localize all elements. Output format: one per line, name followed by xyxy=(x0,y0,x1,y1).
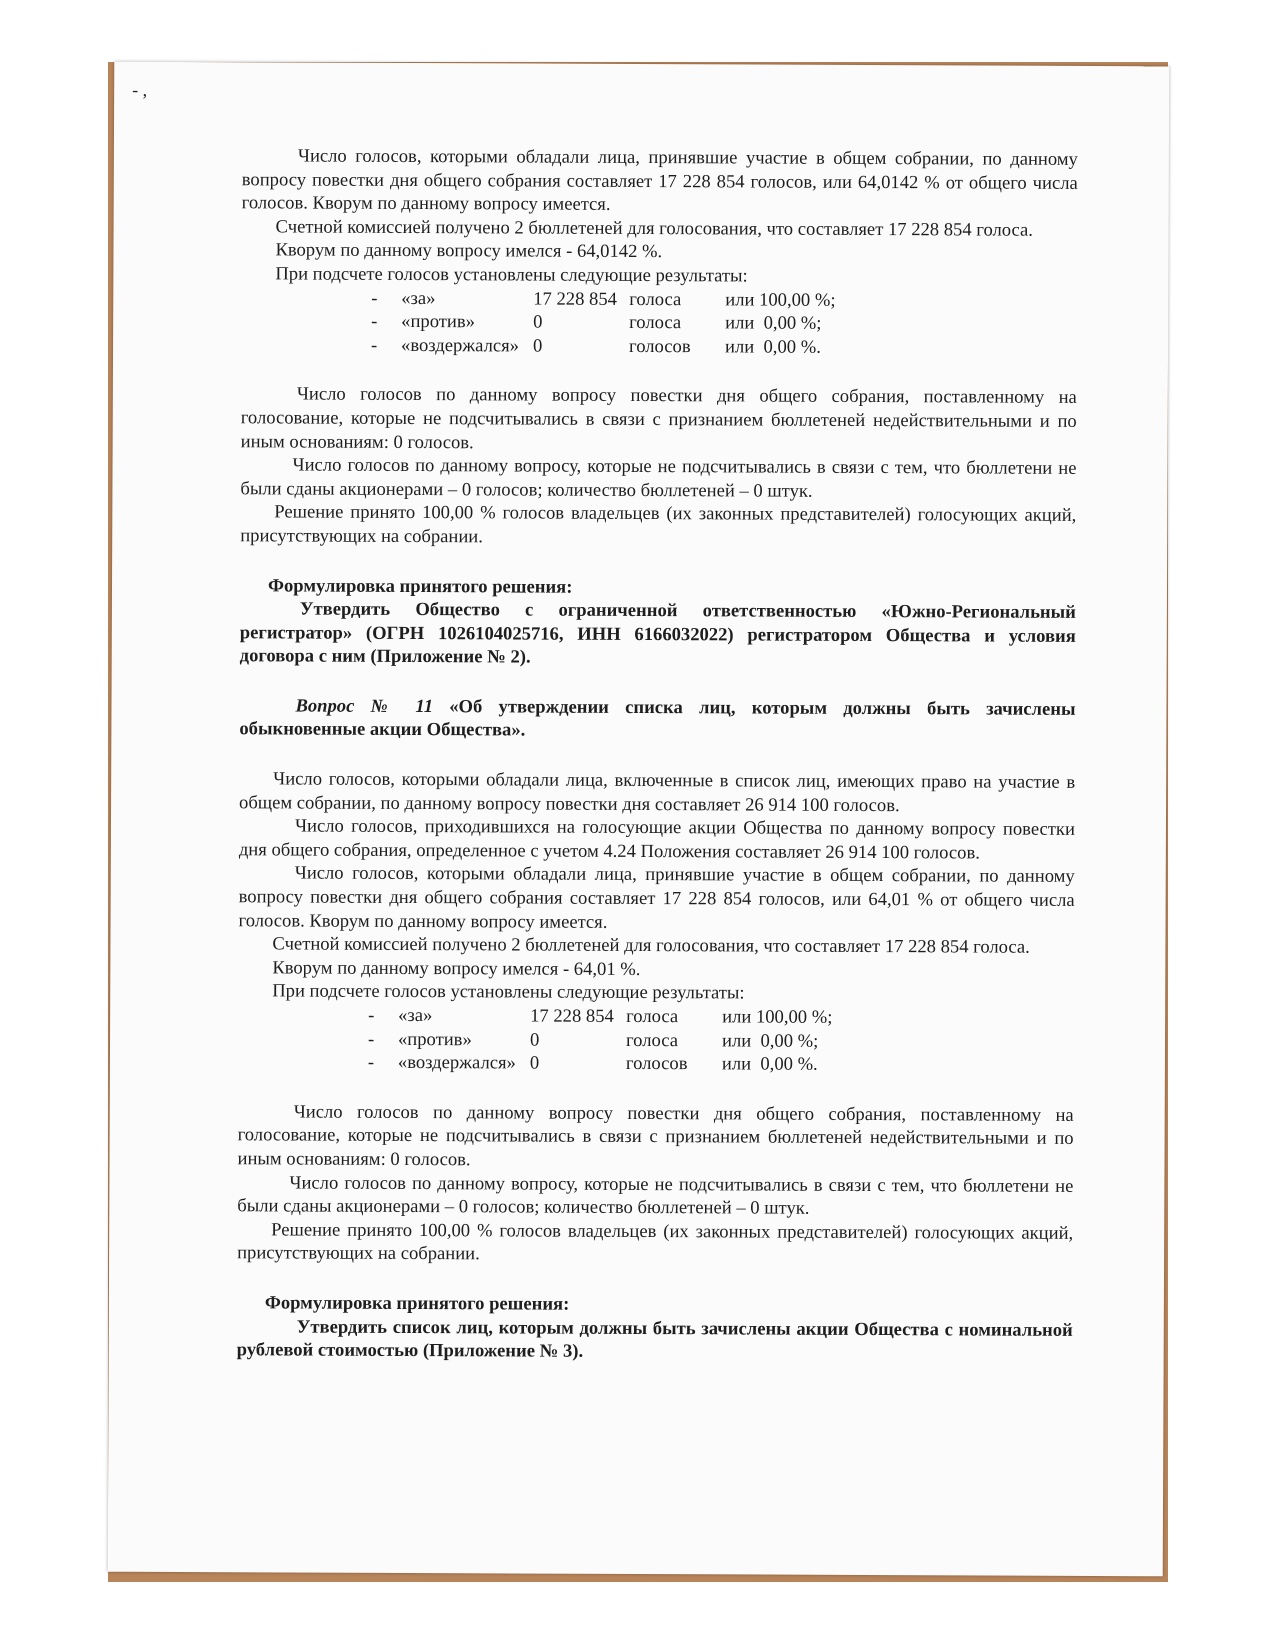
q10-invalid-paragraph: Число голосов по данному вопросу повестки дня общего собрания, поставленному на голосование, которые не подсчитывались в связи с признанием бюллетеней недействительными и по иным основаниям: 0 голосов. xyxy=(240,383,1077,453)
q10-decision-text: Утвердить Общество с ограниченной ответственностью «Южно-Региональный регистратор» (ОГРН 1026104025716, ИНН 6166032022) регистратором Общества и условия договора с ним (Приложение № 2). xyxy=(239,598,1076,668)
q11-question-heading xyxy=(239,694,1075,745)
q10-result-for: - «за» 17 228 854 голоса или 100,00 %; xyxy=(371,287,836,311)
q11-question-label: Вопрос № 11 xyxy=(295,695,434,717)
q11-ballots-paragraph: Счетной комиссией получено 2 бюллетеней для голосования, что составляет 17 228 854 голоса. xyxy=(272,933,1030,958)
q11-results-list xyxy=(238,1003,1074,1077)
q11-decision-heading: Формулировка принятого решения: xyxy=(264,1292,570,1315)
q11-results-intro: При подсчете голосов установлены следующие результаты: xyxy=(272,980,745,1004)
q10-participants-paragraph: Число голосов, которыми обладали лица, принявшие участие в общем собрании, по данному вопросу повестки дня общего собрания составляет 17 228 854 голосов, или 64,0142 % от общего числа голосов. Кворум по данному вопросу имеется. xyxy=(241,145,1078,216)
q10-result-abstained: - «воздержался» 0 голосов или 0,00 %. xyxy=(371,334,821,358)
q11-result-against: - «против» 0 голоса или 0,00 %; xyxy=(367,1028,819,1052)
q11-result-abstained: - «воздержался» 0 голосов или 0,00 %. xyxy=(367,1052,818,1075)
document-page xyxy=(108,62,1170,1577)
q11-decision-text: Утвердить список лиц, которым должны быть зачислены акции Общества с номинальной рублевой стоимостью (Приложение № 3). xyxy=(236,1316,1073,1362)
q11-not-submitted-paragraph: Число голосов по данному вопросу, которые не подсчитывались в связи с тем, что бюллетени не были сданы акционерами – 0 голосов; количество бюллетеней – 0 штук. xyxy=(237,1172,1074,1219)
q11-question-title: «Об утверждении списка лиц, которым должны быть зачислены обыкновенные акции Общества». xyxy=(239,696,1076,741)
q11-decision-share-paragraph: Решение принято 100,00 % голосов владельцев (их законных представителей) голосующих акций, присутствующих на собрании. xyxy=(237,1219,1074,1265)
q10-results-intro: При подсчете голосов установлены следующие результаты: xyxy=(275,263,748,287)
q11-invalid-paragraph: Число голосов по данному вопросу повестки дня общего собрания, поставленному на голосование, которые не подсчитывались в связи с признанием бюллетеней недействительными и по иным основаниям: 0 голосов. xyxy=(237,1101,1074,1171)
corner-marks: - , xyxy=(132,79,148,100)
q11-participants-paragraph: Число голосов, которыми обладали лица, принявшие участие в общем собрании, по данному вопросу повестки дня общего собрания составляет 17 228 854 голосов, или 64,01 % от общего числа голосов. Кворум по данному вопросу имеется. xyxy=(238,862,1075,933)
q11-result-for: - «за» 17 228 854 голоса или 100,00 %; xyxy=(368,1004,833,1028)
q10-not-submitted-paragraph: Число голосов по данному вопросу, которые не подсчитывались в связи с тем, что бюллетени не были сданы акционерами – 0 голосов; количество бюллетеней – 0 штук. xyxy=(240,454,1077,502)
q10-ballots-paragraph: Счетной комиссией получено 2 бюллетеней для голосования, что составляет 17 228 854 голоса. xyxy=(275,216,1033,241)
q10-result-against: - «против» 0 голоса или 0,00 %; xyxy=(371,310,822,334)
q10-decision-share-paragraph: Решение принято 100,00 % голосов владельцев (их законных представителей) голосующих акций, присутствующих на собрании. xyxy=(240,501,1077,548)
q11-shares-paragraph: Число голосов, приходившихся на голосующие акции Общества по данному вопросу повестки дня общего собрания, определенное с учетом 4.24 Положения составляет 26 914 100 голосов. xyxy=(238,815,1076,864)
q11-quorum-paragraph: Кворум по данному вопросу имелся - 64,01 %. xyxy=(272,957,641,980)
q11-entitled-paragraph: Число голосов, которыми обладали лица, включенные в список лиц, имеющих право на участие в общем собрании, по данному вопросу повестки дня составляет 26 914 100 голосов. xyxy=(239,768,1076,816)
q10-quorum-paragraph: Кворум по данному вопросу имелся - 64,0142 %. xyxy=(275,239,663,263)
q10-results-list xyxy=(241,286,1077,360)
q10-decision-heading: Формулировка принятого решения: xyxy=(267,574,573,598)
document-body xyxy=(237,144,1078,1365)
